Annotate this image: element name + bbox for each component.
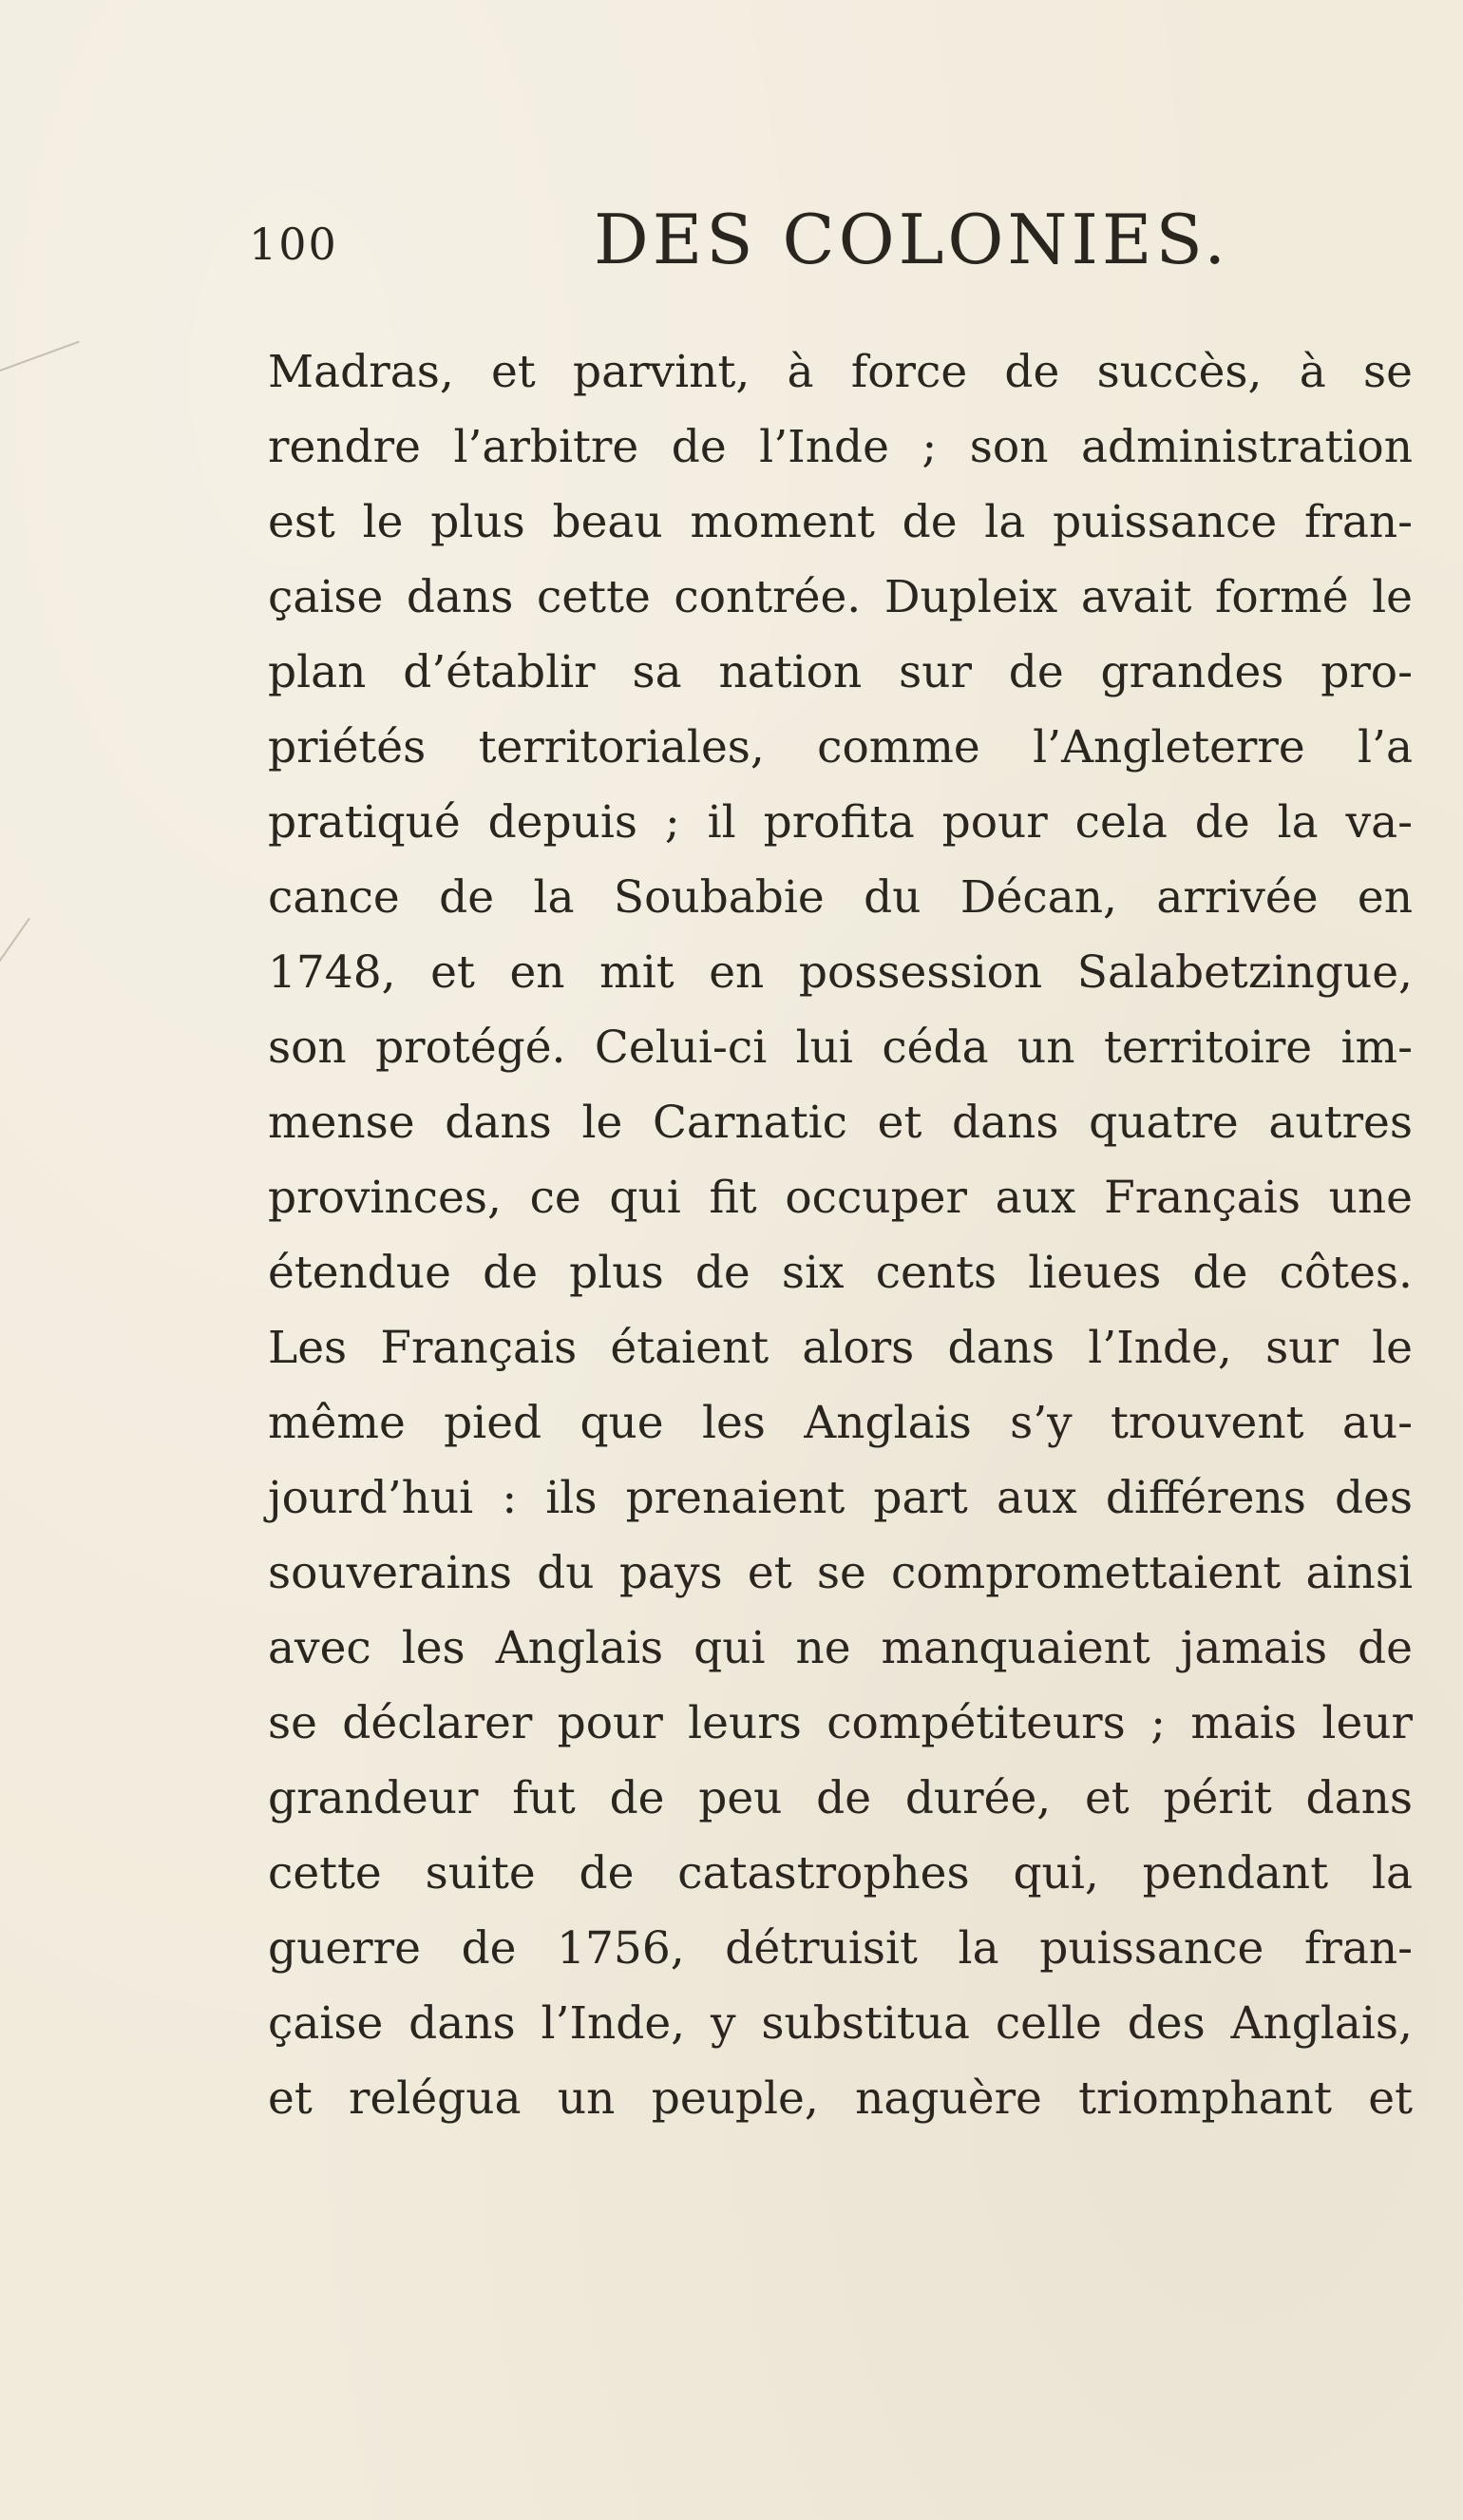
text-line: même pied que les Anglais s’y trouvent au- — [268, 1397, 1413, 1449]
text-line: son protégé. Celui-ci lui céda un territoire im- — [268, 1021, 1413, 1074]
text-line: rendre l’arbitre de l’Inde ; son administration — [268, 421, 1413, 473]
text-line: çaise dans cette contrée. Dupleix avait formé le — [268, 571, 1413, 623]
text-line: est le plus beau moment de la puissance fran- — [268, 496, 1413, 548]
text-line: grandeur fut de peu de durée, et périt dans — [268, 1772, 1413, 1824]
text-line: provinces, ce qui fit occuper aux Français une — [268, 1172, 1413, 1224]
text-line: jourd’hui : ils prenaient part aux différens des — [268, 1472, 1413, 1524]
text-line: et relégua un peuple, naguère triomphant et — [268, 2072, 1413, 2125]
text-line: cette suite de catastrophes qui, pendant la — [268, 1847, 1413, 1900]
text-line: 1748, et en mit en possession Salabetzingue, — [268, 946, 1413, 999]
running-head: DES COLONIES. — [594, 200, 1230, 279]
text-line: çaise dans l’Inde, y substitua celle des Anglais, — [268, 1997, 1413, 2050]
text-line: mense dans le Carnatic et dans quatre autres — [268, 1097, 1413, 1149]
text-line: Madras, et parvint, à force de succès, à se — [268, 346, 1413, 398]
page-number: 100 — [249, 219, 338, 270]
text-line: étendue de plus de six cents lieues de côtes. — [268, 1247, 1413, 1299]
body-text — [268, 334, 1413, 2136]
text-line: Les Français étaient alors dans l’Inde, sur le — [268, 1322, 1413, 1374]
text-line: plan d’établir sa nation sur de grandes pro- — [268, 646, 1413, 698]
text-line: avec les Anglais qui ne manquaient jamais de — [268, 1622, 1413, 1674]
text-line: priétés territoriales, comme l’Angleterre l’a — [268, 721, 1413, 773]
text-line: se déclarer pour leurs compétiteurs ; mais leur — [268, 1697, 1413, 1749]
text-line: pratiqué depuis ; il profita pour cela de la va- — [268, 796, 1413, 849]
text-line: guerre de 1756, détruisit la puissance fran- — [268, 1922, 1413, 1975]
text-line: souverains du pays et se compromettaient ainsi — [268, 1547, 1413, 1599]
page-header — [0, 200, 1463, 285]
text-line: cance de la Soubabie du Décan, arrivée en — [268, 871, 1413, 924]
